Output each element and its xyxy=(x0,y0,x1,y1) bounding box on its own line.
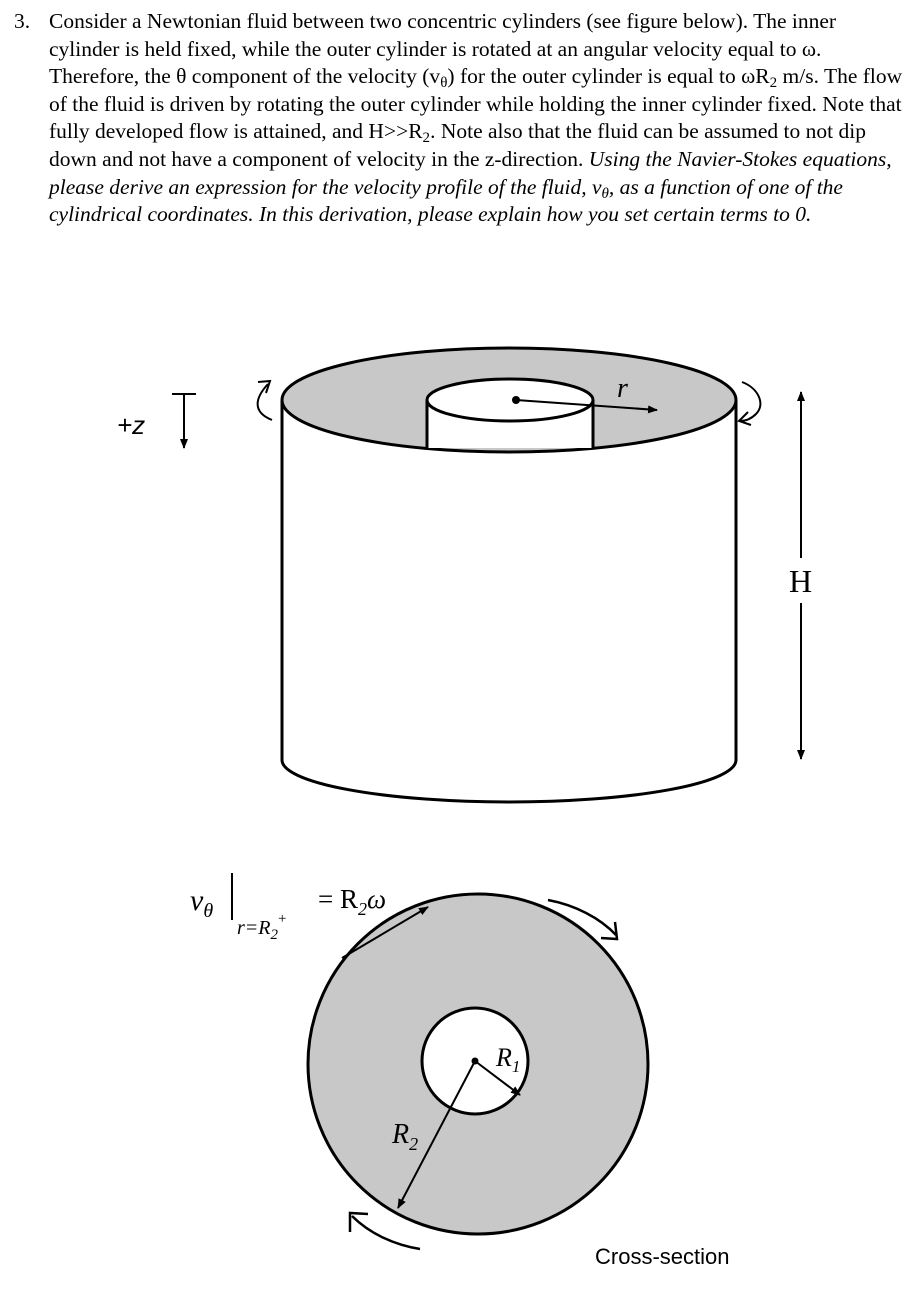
problem-sub-2: 2 xyxy=(769,74,778,91)
cross-section-label: Cross-section xyxy=(595,1244,730,1269)
r-label: r xyxy=(617,373,628,404)
cross-section xyxy=(308,894,648,1249)
cylinder-bottom-edge xyxy=(282,760,736,802)
inner-cylinder-top xyxy=(427,379,593,421)
problem-sub-5: θ xyxy=(601,185,609,202)
boundary-condition xyxy=(190,873,386,943)
bc-eval: $r=R_2^+$ xyxy=(237,911,287,943)
problem-text-5: Using the Navier-Stokes equations, please derive an expression for the velocity profile of the fluid, v xyxy=(49,146,892,199)
problem-sub-1: θ xyxy=(440,74,448,91)
bc-rhs: = $R_2\omega$ xyxy=(318,884,387,919)
inner-cylinder xyxy=(427,379,593,448)
problem-sub-3: 2 xyxy=(422,130,431,147)
problem-text-1: Consider a Newtonian fluid between two concentric cylinders (see figure below). The inner cylinder is held fixed, while the outer cylinder is rotated at an angular velocity equal to ω. Therefore, the θ component of the velocity (v xyxy=(49,9,837,89)
r1-label: $R_1$ xyxy=(496,1043,521,1076)
rotation-arrow-right xyxy=(740,382,760,421)
rotation-arrow-left xyxy=(258,384,272,420)
problem-number: 3. xyxy=(14,9,31,33)
problem-text-2: ) for the outer cylinder is equal to ωR xyxy=(447,64,770,89)
problem-text-3: m/s. The flow of the fluid is driven by rotating the outer cylinder while holding the inner cylinder fixed. Note that fully developed flow is attained, and H>>R xyxy=(49,64,903,144)
bc-velocity: $v_\theta$ xyxy=(190,884,214,922)
problem-text-6: , as a function of one of the cylindrical coordinates. In this derivation, please explain how you set certain terms to 0. xyxy=(49,174,843,227)
z-axis-label: +z xyxy=(117,410,146,440)
r2-label: $R_2$ xyxy=(392,1119,419,1154)
h-label: H xyxy=(789,563,813,599)
rotation-arrow-left-head xyxy=(258,381,270,393)
problem-text-4: . Note also that the fluid can be assumed to not dip down and not have a component of velocity in the z-direction. xyxy=(49,119,866,171)
